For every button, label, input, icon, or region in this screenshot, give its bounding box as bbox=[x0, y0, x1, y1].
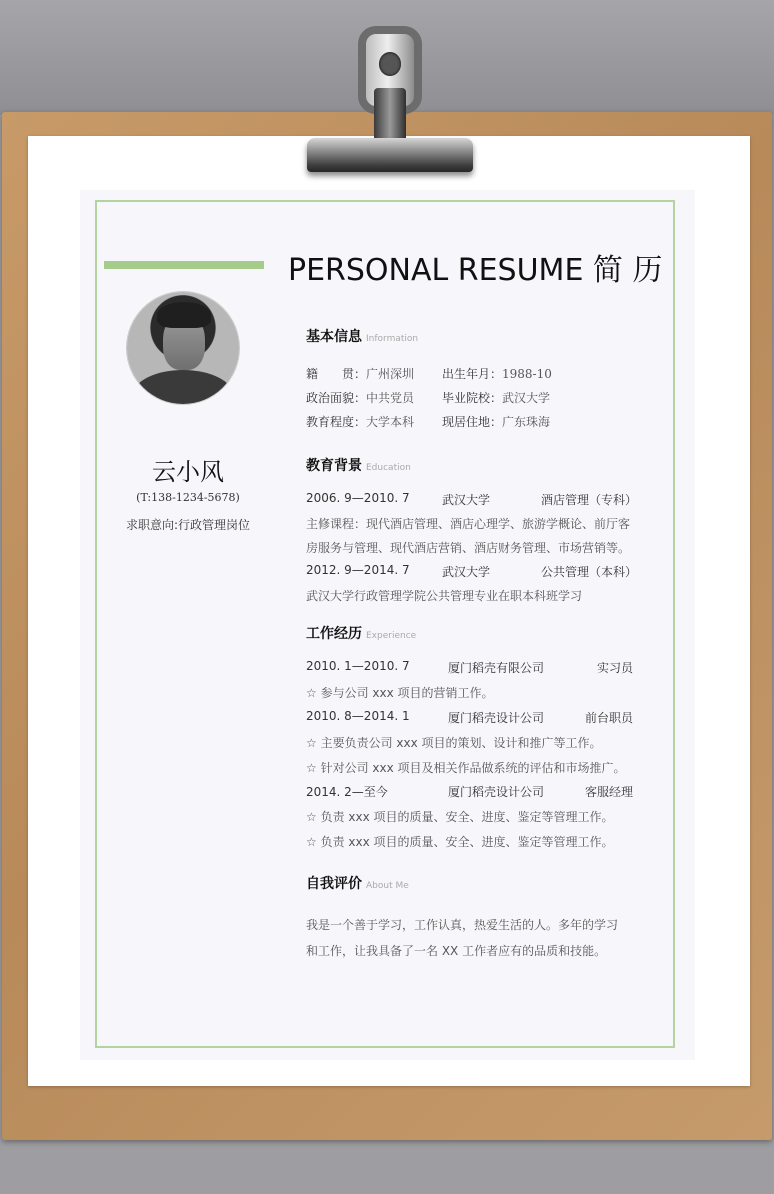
field-hometown bbox=[306, 365, 414, 382]
edu-courses: 房服务与管理、现代酒店营销、酒店财务管理、市场营销等。 bbox=[306, 541, 631, 555]
field-value: 中共党员 bbox=[366, 391, 415, 405]
field-school bbox=[442, 389, 550, 406]
job-company: 厦门稻壳设计公司 bbox=[448, 785, 545, 799]
avatar-shoulders bbox=[133, 370, 233, 404]
candidate-phone: (T:138-1234-5678) bbox=[136, 491, 240, 504]
field-value: 武汉大学 bbox=[502, 391, 551, 405]
job-period: 2010. 1—2010. 7 bbox=[306, 659, 410, 673]
edu-period: 2012. 9—2014. 7 bbox=[306, 563, 410, 577]
edu-major: 酒店管理（专科） bbox=[541, 493, 638, 507]
job-bullet: ☆ 负责 xxx 项目的质量、安全、进度、鉴定等管理工作。 bbox=[306, 810, 614, 824]
about-text: 我是一个善于学习，工作认真，热爱生活的人。多年的学习 bbox=[306, 918, 619, 932]
section-title: 自我评价 bbox=[306, 876, 362, 892]
job-period: 2014. 2—至今 bbox=[306, 785, 388, 799]
avatar-hair bbox=[157, 302, 211, 328]
field-value: 1988-10 bbox=[502, 367, 552, 381]
job-role: 客服经理 bbox=[585, 785, 634, 799]
field-label: 教育程度： bbox=[306, 415, 367, 429]
job-period: 2010. 8—2014. 1 bbox=[306, 709, 410, 723]
job-company: 厦门稻壳有限公司 bbox=[448, 661, 545, 675]
job-company: 厦门稻壳设计公司 bbox=[448, 711, 545, 725]
resume-title: PERSONAL RESUME 简 历 bbox=[288, 253, 663, 288]
field-residence bbox=[442, 413, 550, 430]
section-subtitle: Experience bbox=[366, 631, 417, 641]
clip-hole bbox=[379, 52, 401, 76]
candidate-name: 云小风 bbox=[152, 458, 224, 486]
section-title: 工作经历 bbox=[306, 626, 362, 642]
job-bullet: ☆ 参与公司 xxx 项目的营销工作。 bbox=[306, 686, 494, 700]
edu-period: 2006. 9—2010. 7 bbox=[306, 491, 410, 505]
section-subtitle: Information bbox=[366, 334, 419, 344]
job-role: 前台职员 bbox=[585, 711, 634, 725]
field-politics bbox=[306, 389, 414, 406]
field-birth bbox=[442, 365, 552, 382]
field-value: 广州深圳 bbox=[366, 367, 415, 381]
about-text: 和工作，让我具备了一名 XX 工作者应有的品质和技能。 bbox=[306, 944, 607, 958]
field-label: 毕业院校： bbox=[442, 391, 503, 405]
edu-note: 武汉大学行政管理学院公共管理专业在职本科班学习 bbox=[306, 589, 583, 603]
section-about-header bbox=[306, 873, 409, 893]
accent-bar bbox=[104, 261, 264, 269]
section-work-header bbox=[306, 623, 416, 643]
edu-school: 武汉大学 bbox=[442, 493, 491, 507]
section-subtitle: Education bbox=[366, 463, 411, 473]
section-education-header bbox=[306, 455, 411, 475]
section-title: 基本信息 bbox=[306, 329, 362, 345]
section-basic-header bbox=[306, 326, 418, 346]
job-bullet: ☆ 主要负责公司 xxx 项目的策划、设计和推广等工作。 bbox=[306, 736, 602, 750]
field-label: 出生年月： bbox=[442, 367, 503, 381]
field-value: 大学本科 bbox=[366, 415, 415, 429]
field-degree bbox=[306, 413, 414, 430]
job-role: 实习员 bbox=[597, 661, 634, 675]
edu-school: 武汉大学 bbox=[442, 565, 491, 579]
job-intent: 求职意向:行政管理岗位 bbox=[125, 518, 251, 532]
binder-clip bbox=[307, 138, 473, 172]
edu-courses: 主修课程：现代酒店管理、酒店心理学、旅游学概论、前厅客 bbox=[306, 517, 631, 531]
avatar bbox=[127, 292, 239, 404]
field-value: 广东珠海 bbox=[502, 415, 551, 429]
section-title: 教育背景 bbox=[306, 458, 362, 474]
edu-major: 公共管理（本科） bbox=[541, 565, 638, 579]
field-label: 籍 贯： bbox=[306, 367, 367, 381]
job-bullet: ☆ 针对公司 xxx 项目及相关作品做系统的评估和市场推广。 bbox=[306, 761, 626, 775]
field-label: 政治面貌： bbox=[306, 391, 367, 405]
field-label: 现居住地： bbox=[442, 415, 503, 429]
section-subtitle: About Me bbox=[366, 881, 409, 891]
job-bullet: ☆ 负责 xxx 项目的质量、安全、进度、鉴定等管理工作。 bbox=[306, 835, 614, 849]
